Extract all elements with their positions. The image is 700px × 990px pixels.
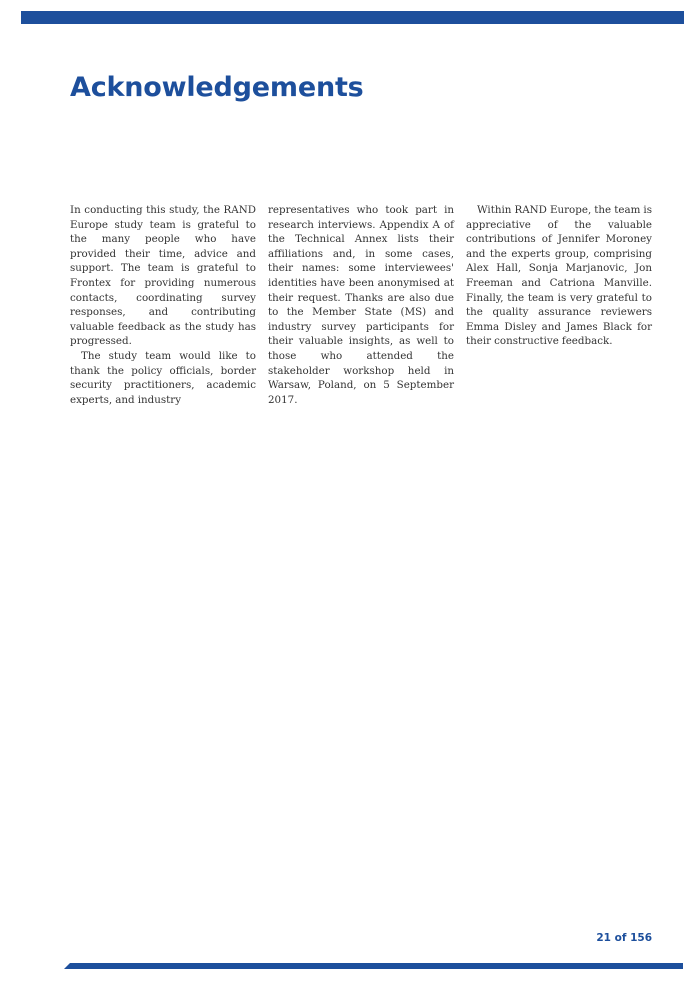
paragraph-continued: representatives who took part in research interviews. Appendix A of the Technical Annex lists their affiliations and, in some cases, their names: some interviewees' identities have been anonymised at their request. Thanks are also due to the Member State (MS) and industry survey participants for their valuable insights, as well to those who attended the stakeholder workshop held in Warsaw, Poland, on 5 September 2017. <box>268 204 454 406</box>
top-decorative-bar <box>21 11 684 24</box>
text-column-3 <box>466 203 652 349</box>
text-column-1 <box>70 203 256 407</box>
page-title: Acknowledgements <box>70 72 364 103</box>
text-column-2 <box>268 203 454 407</box>
paragraph: Within RAND Europe, the team is appreciative of the valuable contributions of Jennifer Moroney and the experts group, comprising Alex Hall, Sonja Marjanovic, Jon Freeman and Catriona Manville. Finally, the team is very grateful to the quality assurance reviewers Emma Disley and James Black for their constructive feedback. <box>466 204 653 348</box>
paragraph: In conducting this study, the RAND Europe study team is grateful to the many people who have provided their time, advice and support. The team is grateful to Frontex for providing numerous contacts, coordinating survey responses, and contributing valuable feedback as the study has progressed. <box>70 204 256 348</box>
bottom-decorative-bar <box>64 963 683 969</box>
page-number: 21 of 156 <box>596 932 652 944</box>
paragraph: The study team would like to thank the policy officials, border security practitioners, academic experts, and industry <box>70 349 256 406</box>
